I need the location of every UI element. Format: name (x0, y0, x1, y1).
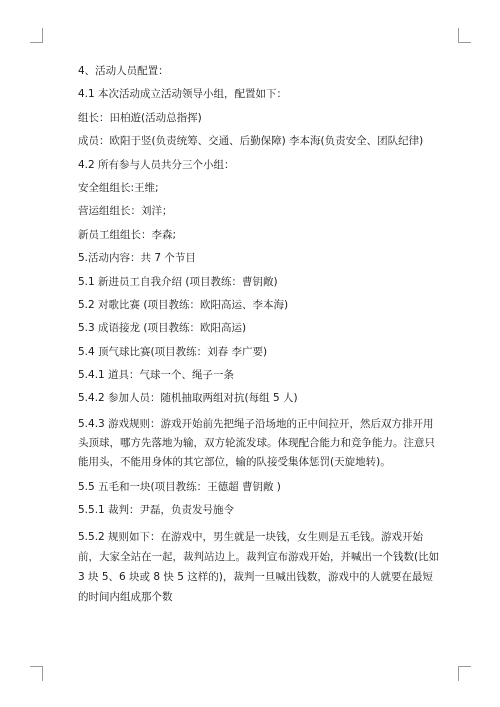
paragraph-line: 5.4.1 道具：气球一个、绳子一条 (78, 369, 235, 382)
paragraph-line: 5.1 新进员工自我介绍 (项目教练：曹钥敞) (78, 275, 278, 288)
paragraph-line: 5.活动内容：共 7 个节目 (78, 252, 196, 265)
paragraph-line: 5.2 对歌比赛 (项目教练：欧阳高运、李本海) (78, 298, 289, 311)
crop-mark-top-right (458, 28, 471, 43)
paragraph-line: 5.5 五毛和一块(项目教练：王德超 曹钥敞 ) (78, 480, 281, 493)
rules-paragraph-2: 5.5.2 规则如下：在游戏中，男生就是一块钱，女生则是五毛钱。游戏开始前，大家全站在一起，裁判站边上。裁判宣布游戏开始，并喊出一个钱数(比如 3 块 5、6 块或 8 快 5 这样的)，裁判一旦喊出钱数，游戏中的人就要在最短的时间内组成那个数 (78, 530, 440, 603)
paragraph-line: 营运组组长：刘洋； (78, 205, 173, 218)
paragraph-line: 成员：欧阳于竖(负责统筹、交通、后勤保障) 李本海(负责安全、团队纪律) (78, 135, 424, 148)
crop-mark-bottom-right (458, 666, 471, 681)
document-page (78, 64, 440, 615)
paragraph-line: 5.4.2 参加人员：随机抽取两组对抗(每组 5 人) (78, 392, 298, 405)
paragraph-line: 4.1 本次活动成立活动领导小组，配置如下： (78, 88, 288, 101)
crop-mark-top-left (30, 28, 43, 43)
paragraph-line: 安全组组长:王维; (78, 181, 159, 194)
paragraph-line: 4.2 所有参与人员共分三个小组： (78, 158, 235, 171)
paragraph-line: 5.5.1 裁判：尹磊，负责发号施令 (78, 504, 235, 517)
section-heading: 4、活动人员配置： (78, 65, 169, 77)
paragraph-line: 5.3 成语接龙 (项目教练：欧阳高运) (78, 322, 247, 335)
rules-paragraph: 5.4.3 游戏规则：游戏开始前先把绳子沿场地的正中间拉开，然后双方排开用头顶球，哪方先落地为输，双方轮流发球。体现配合能力和竞争能力。注意只能用头，不能用身体的其它部位，输的队接受集体惩罚(天旋地转)。 (78, 417, 435, 468)
paragraph-line: 新员工组组长：李森; (78, 228, 177, 241)
paragraph-line: 组长：田柏遊(活动总指挥) (78, 111, 202, 124)
crop-mark-bottom-left (30, 666, 43, 681)
paragraph-line: 5.4 顶气球比赛(项目教练：刘春 李广要) (78, 345, 268, 358)
